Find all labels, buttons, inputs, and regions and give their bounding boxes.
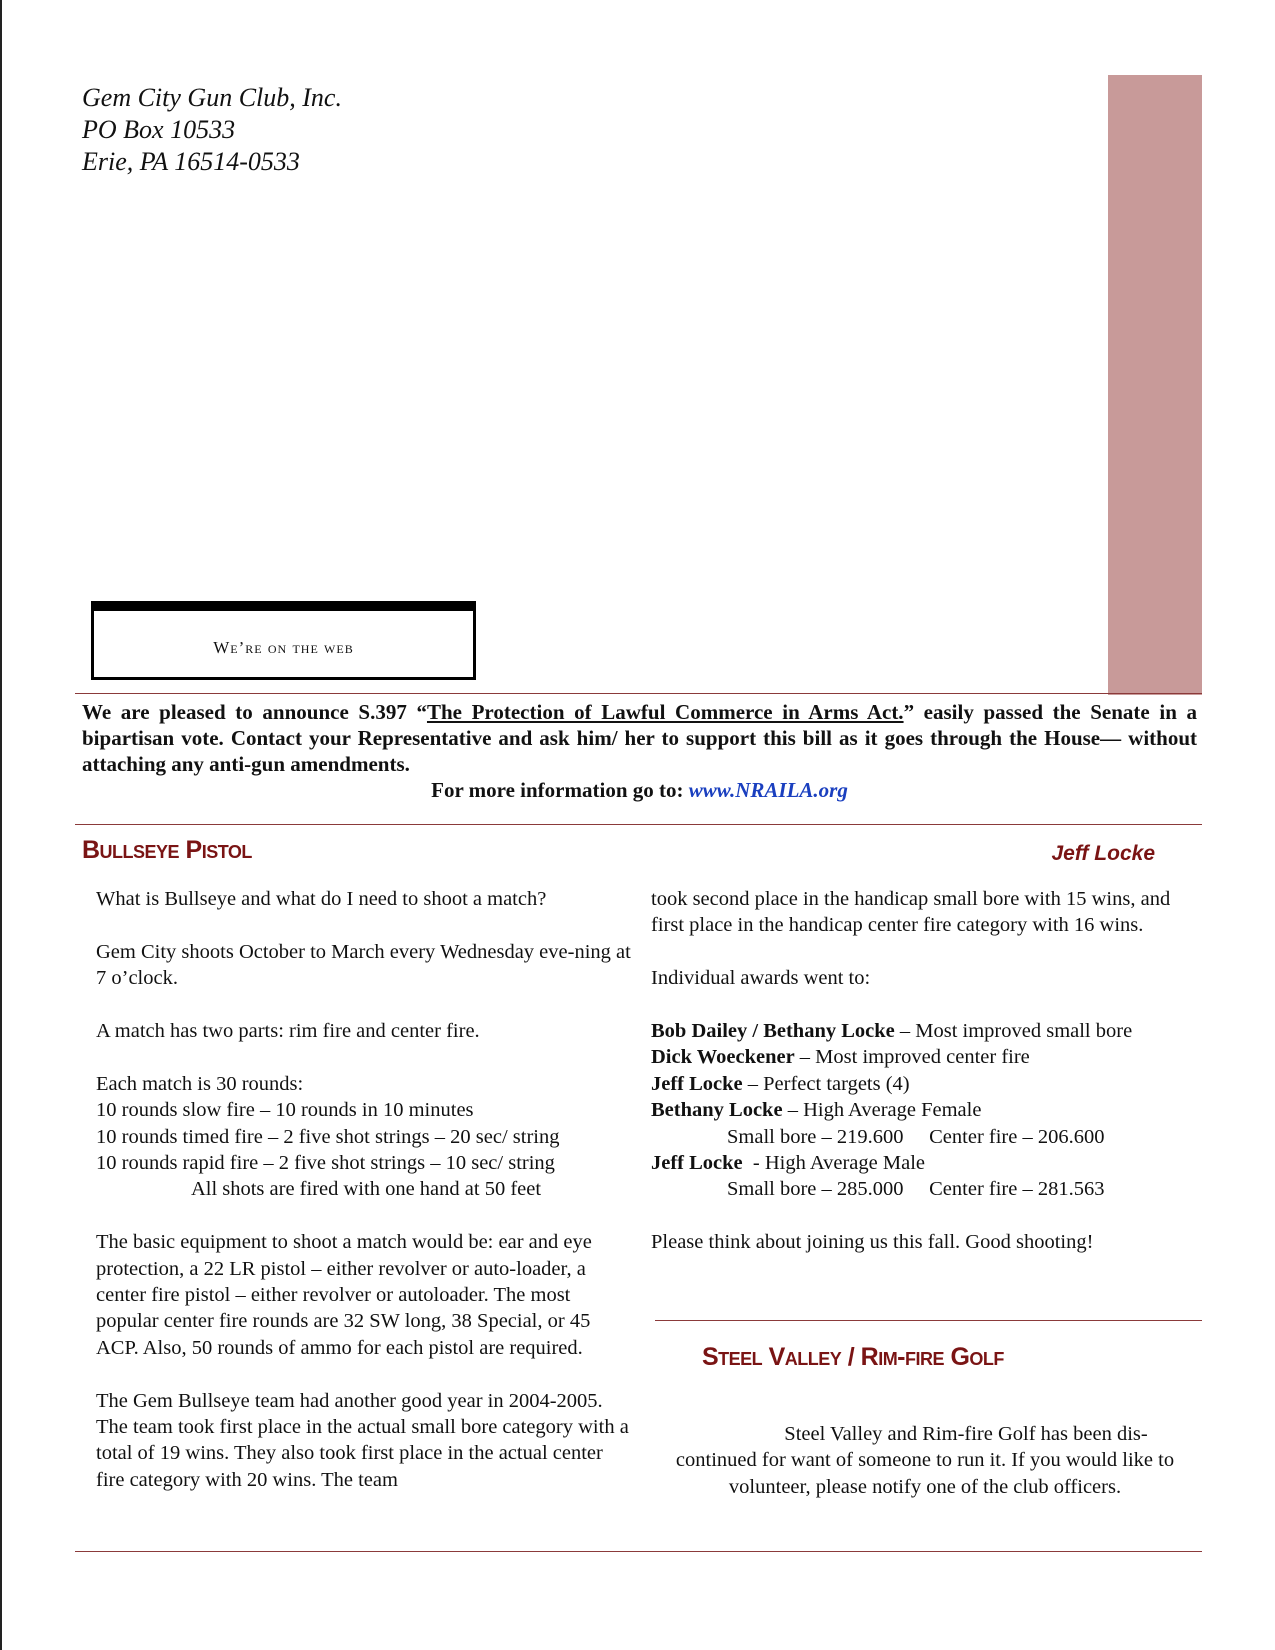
- nraila-link[interactable]: www.NRAILA.org: [688, 778, 848, 802]
- paragraph: Individual awards went to:: [651, 967, 871, 990]
- act-name: The Protection of Lawful Commerce in Arms Act.: [426, 700, 904, 724]
- score-line: Small bore – 285.000 Center fire – 281.563: [727, 1178, 1105, 1201]
- paragraph: Gem City shoots October to March every Wednesday eve-ning at 7 o’clock.: [96, 940, 631, 990]
- steel-valley-column: [665, 1421, 1185, 1500]
- paragraph: The basic equipment to shoot a match would be: ear and eye protection, a 22 LR pistol – either revolver or auto-loader, a center fire pistol – either revolver or autoloader. The most popular center fire rounds are 32 SW long, 38 Special, or 45 ACP. Also, 50 rounds of ammo for each pistol are required.: [96, 1231, 592, 1359]
- city-state-zip: Erie, PA 16514-0533: [82, 147, 300, 176]
- award-line: Dick Woeckener – Most improved center fire: [651, 1046, 1030, 1069]
- paragraph: took second place in the handicap small bore with 15 wins, and first place in the handicap center fire category with 16 wins.: [651, 888, 1171, 937]
- return-address: [82, 82, 342, 178]
- bullseye-title: Bullseye Pistol: [82, 836, 252, 864]
- po-box: PO Box 10533: [82, 115, 236, 144]
- divider: [655, 1320, 1202, 1321]
- divider: [75, 693, 1202, 694]
- divider: [75, 1551, 1202, 1552]
- author-byline: Jeff Locke: [1051, 842, 1155, 865]
- paragraph: What is Bullseye and what do I need to shoot a match?: [96, 888, 547, 910]
- award-line: Bethany Locke – High Average Female: [651, 1099, 982, 1122]
- paragraph: Steel Valley and Rim-fire Golf has been dis-continued for want of someone to run it. If you would like to volunteer, please notify one of the club officers.: [675, 1423, 1175, 1498]
- list-item: 10 rounds rapid fire – 2 five shot strings – 10 sec/ string: [96, 1152, 555, 1175]
- web-box: [91, 601, 476, 680]
- decorative-sidebar: [1108, 75, 1202, 695]
- award-line: Bob Dailey / Bethany Locke – Most improved small bore: [651, 1020, 1133, 1042]
- paragraph: The Gem Bullseye team had another good year in 2004-2005. The team took first place in the actual small bore category with a total of 19 wins. They also took first place in the actual center fire category with 20 wins. The team: [96, 1389, 629, 1491]
- award-line: Jeff Locke - High Average Male: [651, 1152, 926, 1175]
- bullseye-right-column: [651, 886, 1199, 1256]
- bullseye-left-column: [96, 886, 636, 1493]
- list-item: 10 rounds timed fire – 2 five shot strings – 20 sec/ string: [96, 1125, 560, 1148]
- list-item: 10 rounds slow fire – 10 rounds in 10 minutes: [96, 1099, 474, 1122]
- paragraph: All shots are fired with one hand at 50 feet: [190, 1178, 542, 1201]
- award-line: Jeff Locke – Perfect targets (4): [651, 1072, 910, 1095]
- announcement: We are pleased to announce S.397 “The Protection of Lawful Commerce in Arms Act.” easily passed the Senate in a bipartisan vote. Contact your Representative and ask him/ her to support this bill as it goes through the House— without attaching any anti-gun amendments. For more information go to: www.NRAILA.org: [82, 700, 1197, 802]
- paragraph: Each match is 30 rounds:: [96, 1072, 304, 1095]
- score-line: Small bore – 219.600 Center fire – 206.600: [727, 1125, 1105, 1148]
- page-edge: [0, 0, 2, 1650]
- divider: [75, 824, 1202, 825]
- web-box-label: We’re on the web: [213, 638, 354, 657]
- steel-valley-title: Steel Valley / Rim-fire Golf: [702, 1343, 1004, 1371]
- paragraph: A match has two parts: rim fire and center fire.: [96, 1020, 480, 1042]
- club-name: Gem City Gun Club, Inc.: [82, 83, 342, 112]
- more-info-line: For more information go to: www.NRAILA.org: [431, 778, 848, 802]
- paragraph: Please think about joining us this fall. Good shooting!: [651, 1231, 1094, 1254]
